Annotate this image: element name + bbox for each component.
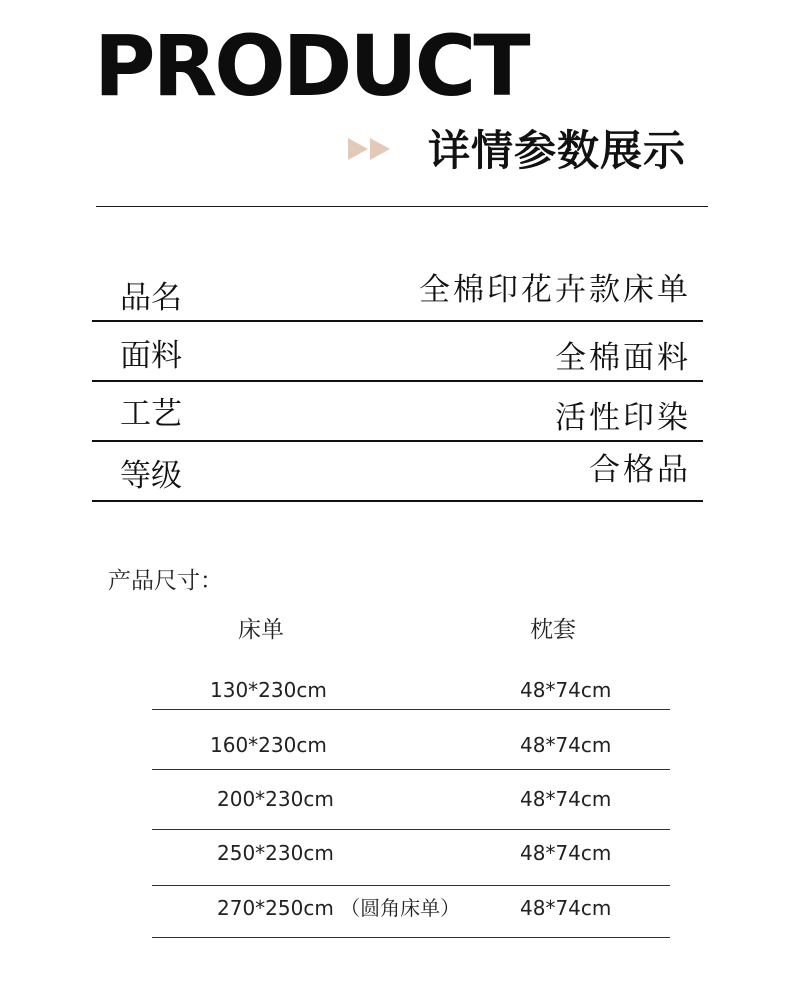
spec-value: 全棉面料 [555,340,691,376]
size-row [152,672,670,710]
column-header-pillow: 枕套 [530,617,576,643]
spec-label: 工艺 [120,396,182,432]
section-subtitle: 详情参数展示 [428,126,687,175]
sheet-size: 270*250cm （圆角床单） [217,896,461,920]
double-arrow-icon [348,136,396,162]
pillow-size: 48*74cm [520,678,612,702]
pillow-size: 48*74cm [520,733,612,757]
spec-value: 全棉印花卉款床单 [419,272,691,308]
spec-row-craft [92,382,703,442]
spec-value: 活性印染 [555,400,691,436]
spec-label: 品名 [120,280,182,316]
pillow-size: 48*74cm [520,896,612,920]
spec-value: 合格品 [589,452,691,488]
size-row [152,710,670,770]
sheet-size: 250*230cm [217,841,334,865]
spec-row-grade [92,442,703,502]
pillow-size: 48*74cm [520,787,612,811]
sheet-size: 200*230cm [217,787,334,811]
spec-row-name [92,262,703,322]
size-row [152,886,670,938]
sheet-size: 130*230cm [210,678,327,702]
page-title: PRODUCT [94,17,528,115]
pillow-size: 48*74cm [520,841,612,865]
header-divider [96,206,708,207]
sheet-size: 160*230cm [210,733,327,757]
spec-row-fabric [92,322,703,382]
spec-label: 等级 [120,458,182,494]
spec-label: 面料 [120,338,182,374]
size-row [152,770,670,830]
column-header-sheet: 床单 [238,617,284,643]
size-row [152,830,670,886]
size-section-title: 产品尺寸： [108,568,223,594]
